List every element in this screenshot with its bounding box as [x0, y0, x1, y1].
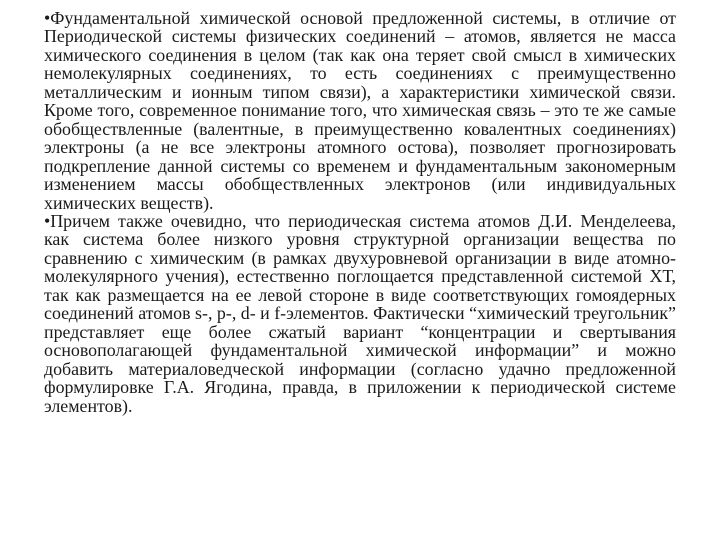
paragraph-2 — [44, 212, 676, 415]
bullet-1: • — [44, 8, 51, 28]
body-text — [44, 9, 676, 415]
paragraph-1 — [44, 9, 676, 212]
paragraph-1-text: Фундаментальной химической основой предложенной системы, в отличие от Периодической системы физических соединений – атомов, является не масса химического соединения в целом (так как она теряет свой смысл в химических немолекулярных соединениях, то есть соединениях с преимущественно металлическим и ионным типом связи), а характеристики химической связи. Кроме того, современное понимание того, что химическая связь – это те же самые обобществленные (валентные, в преимущественно ковалентных соединениях) электроны (а не все электроны атомного остова), позволяет прогнозировать подкрепление данной системы со временем и фундаментальным закономерным изменением массы обобществленных электронов (или индивидуальных химических веществ). — [44, 8, 676, 213]
bullet-2: • — [44, 210, 51, 231]
paragraph-2-text: Причем также очевидно, что периодическая система атомов Д.И. Менделеева, как система более низкого уровня структурной организации вещества по сравнению с химическим (в рамках двухуровневой организации в виде атомно-молекулярного учения), естественно поглощается представленной системой ХТ, так как размещается на ее левой стороне в виде соответствующих гомоядерных соединений атомов s-, p-, d- и f-элементов. Фактически “химический треугольник” представляет еще более сжатый вариант “концентрации и свертывания основополагающей фундаментальной химической информации” и можно добавить материаловедческой информации (согласно удачно предложенной формулировке Г.А. Ягодина, правда, в приложении к периодической системе элементов). — [44, 210, 676, 416]
